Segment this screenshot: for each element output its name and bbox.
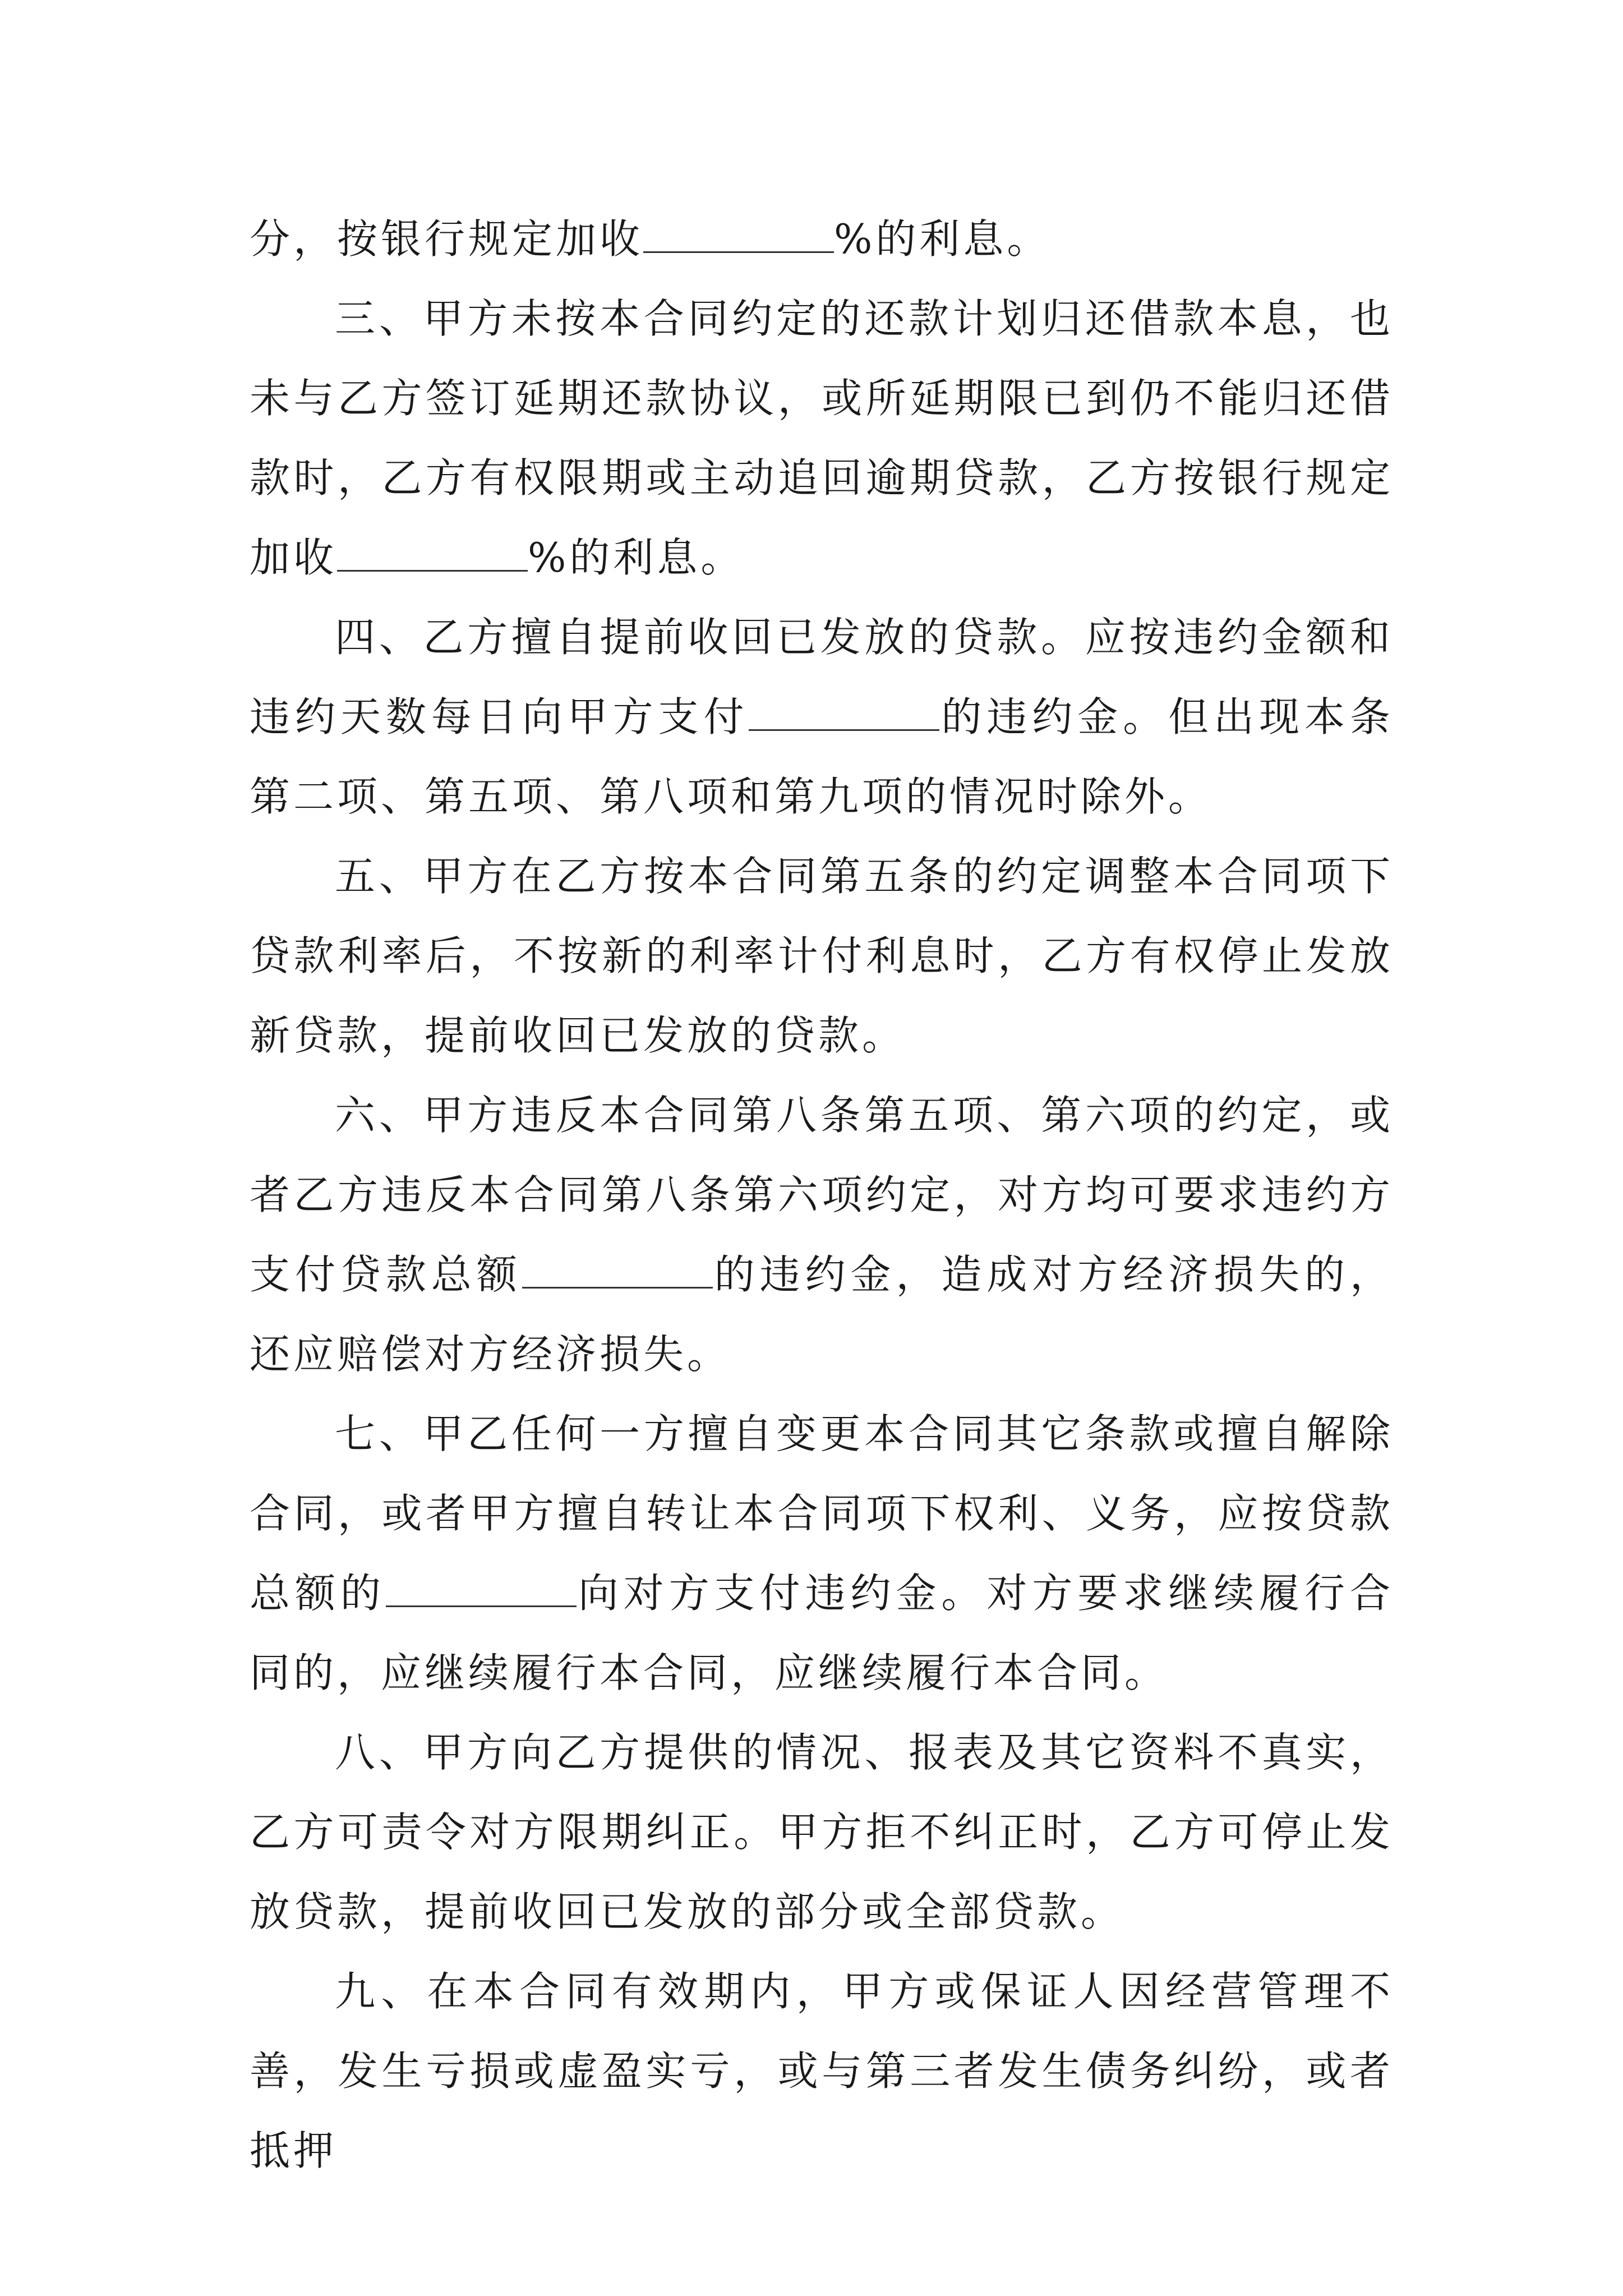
fill-in-blank — [643, 219, 834, 253]
fill-in-blank — [337, 537, 528, 572]
paragraph-text: 六、甲方违反本合同第八条第五项、第六项的约定，或者乙方违反本合同第八条第六项约定，对方均可要求违约方支付贷款总额 — [250, 1092, 1394, 1298]
fill-in-blank — [749, 697, 939, 731]
paragraph-text: 的违约金，造成对方经济损失的，还应赔偿对方经济损失。 — [250, 1251, 1394, 1378]
paragraph-text: 四、乙方擅自提前收回已发放的贷款。应按违约金额和违约天数每日向甲方支付 — [250, 614, 1394, 740]
clause-3 — [250, 279, 1394, 597]
clause-6 — [250, 1075, 1394, 1394]
clause-5 — [250, 836, 1394, 1075]
paragraph-text: 分，按银行规定加收 — [250, 215, 644, 263]
clause-9 — [250, 1952, 1394, 2191]
paragraph-text: 八、甲方向乙方提供的情况、报表及其它资料不真实，乙方可责令对方限期纠正。甲方拒不纠正时，乙方可停止发放贷款，提前收回已发放的部分或全部贷款。 — [250, 1729, 1394, 1935]
fill-in-blank — [386, 1573, 577, 1607]
fill-in-blank — [522, 1254, 713, 1289]
paragraph-text: 三、甲方未按本合同约定的还款计划归还借款本息，也未与乙方签订延期还款协议，或所延期限已到仍不能归还借款时，乙方有权限期或主动追回逾期贷款，乙方按银行规定加收 — [250, 295, 1394, 581]
paragraph-text: 向对方支付违约金。对方要求继续履行合同的，应继续履行本合同，应继续履行本合同。 — [250, 1570, 1394, 1696]
contract-body — [250, 199, 1394, 2191]
paragraph-text: 的违约金。但出现本条第二项、第五项、第八项和第九项的情况时除外。 — [250, 693, 1394, 820]
paragraph-text: 九、在本合同有效期内，甲方或保证人因经营管理不善，发生亏损或虚盈实亏，或与第三者发生债务纠纷，或者抵押 — [250, 1968, 1394, 2174]
clause-8 — [250, 1713, 1394, 1952]
paragraph-continuation — [250, 199, 1394, 279]
paragraph-text: 五、甲方在乙方按本合同第五条的约定调整本合同项下贷款利率后，不按新的利率计付利息时，乙方有权停止发放新贷款，提前收回已发放的贷款。 — [250, 853, 1394, 1059]
paragraph-text: 七、甲乙任何一方擅自变更本合同其它条款或擅自解除合同，或者甲方擅自转让本合同项下权利、义务，应按贷款总额的 — [250, 1410, 1394, 1617]
clause-7 — [250, 1394, 1394, 1713]
paragraph-text: %的利息。 — [528, 534, 745, 581]
clause-4 — [250, 597, 1394, 836]
paragraph-text: %的利息。 — [834, 215, 1051, 263]
